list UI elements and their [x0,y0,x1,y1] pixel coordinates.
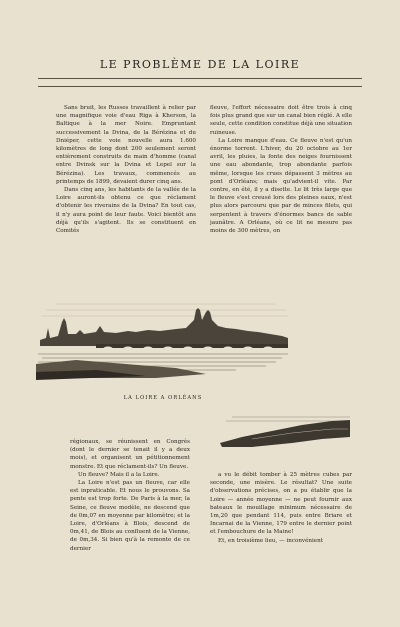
paragraph: a vu le débit tomber à 25 mètres cubes par seconde, une misère. Le résultat? Une suite d'observations précises, on a pu établir que la Loire — année moyenne — ne peut fournir aux bateaux le mouillage minimum nécessaire de 1m,20 que pendant 114, puis entre Briare et Incarnai de la Vienne, 179 entre le dernier point et l'embouchure de la Maine! [210,472,352,536]
paragraph: Sans bruit, les Russes travaillent à relier par une magnifique voie d'eau Riga à Kherson, la Baltique à la mer Noire. Empruntant successivement la Dvina, de la Bérézina et du Dniéper, cette voie nouvelle aura 1.600 kilomètres de long dont 200 seulement seront entièrement construits de main d'homme (canal entre Dvinsk sur la Dvina et Lepel sur la Bérézina). Les travaux, commencés au printemps de 1899, devaient durer cinq ans. [56,105,196,185]
engraving-loire-orleans [36,298,290,380]
article-title: LE PROBLÈME DE LA LOIRE [99,58,301,71]
paragraph: fleuve, l'effort nécessaire doit être trois à cinq fois plus grand que sur un canal bien réglé. A elle seule, cette condition constitue déjà une situation ruineuse. [210,105,352,136]
paragraph: régionaux, se réunissent en Congrès (dont le dernier se tenait il y a deux mois), et organisent un pétitionnement monstre. Et que réclament-ils? Un fleuve. [70,439,190,470]
paragraph: Et, en troisième lieu, — inconvénient [218,537,323,544]
column-right-top [210,104,352,316]
paragraph: Dans cinq ans, les habitants de la vallée de la Loire auront-ils obtenu ce que réclament d'obtenir les riverains de la Dvina? En tout cas, il n'y aura point de leur faute. Voici bientôt ans déjà qu'ils s'agitent. Ils se constituent en Comités [56,187,196,235]
paragraph: La Loire n'est pas un fleuve, car elle est inpraticable. Et nous le prouvons. Sa pente est trop forte. De Paris à la mer, la Seine, ce fleuve modèle, ne descend que de 0m,07 en moyenne par kilomètre; et la Loire, d'Orléans à Blois, descend de 0m,41, de Blois au confluent de la Vienne, de 0m,34. Si bien qu'à la remonte de ce dernier [70,480,190,552]
illustration-orleans [36,298,290,380]
paragraph: Un fleuve? Mais il a la Loire. [78,471,160,478]
engraving-sandbank [212,403,352,453]
column-left-top [56,104,196,316]
illustration-sandbank [212,403,352,453]
figure-caption: LA LOIRE A ORLÉANS [123,395,203,401]
title-rule-bottom [38,86,362,87]
paragraph: La Loire manque d'eau. Ce fleuve n'est qu'un énorme torrent. L'hiver, du 20 octobre au 1er avril, les pluies, la fonte des neiges fournissent une eau abondante, trop abondante parfois même, lorsque les crues dépassent 3 mètres au pont d'Orléans; mais qu'advient-il vite. Par contre, en été, il y a disette. Le lit très large que le fleuve s'est creusé lors des pleines eaux, n'est plus alors parcouru que par de minces filets, qui serpentent à travers d'énormes bancs de sable jaunâtre. A Orléans, où ce lit ne mesure pas moins de 300 mètres, on [210,137,352,235]
column-right-bottom [210,471,352,561]
title-rule-top [38,78,362,79]
column-left-bottom [70,438,190,558]
